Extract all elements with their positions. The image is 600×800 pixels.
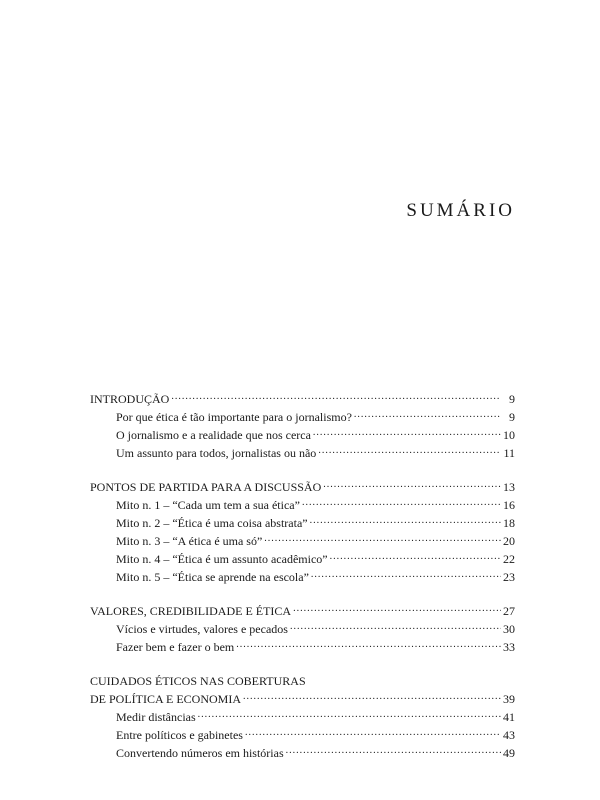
toc-entry[interactable] bbox=[90, 550, 515, 568]
toc-entry[interactable] bbox=[90, 620, 515, 638]
toc-entry-label: Mito n. 4 – “Ética é um assunto acadêmico” bbox=[116, 552, 328, 566]
toc-chapter-entry[interactable] bbox=[90, 690, 515, 708]
dot-leader bbox=[286, 745, 501, 757]
table-of-contents bbox=[90, 390, 515, 778]
toc-entry[interactable] bbox=[90, 496, 515, 514]
toc-entry-label: Convertendo números em histórias bbox=[116, 746, 284, 760]
toc-entry[interactable] bbox=[90, 708, 515, 726]
toc-section-introducao bbox=[90, 390, 515, 462]
toc-page-number: 49 bbox=[503, 746, 515, 760]
dot-leader bbox=[318, 445, 501, 457]
toc-chapter-label: INTRODUÇÃO bbox=[90, 392, 170, 406]
toc-entry-label: Mito n. 5 – “Ética se aprende na escola” bbox=[116, 570, 309, 584]
toc-entry-label: Mito n. 1 – “Cada um tem a sua ética” bbox=[116, 498, 300, 512]
toc-entry[interactable] bbox=[90, 408, 515, 426]
dot-leader bbox=[323, 479, 501, 491]
toc-entry[interactable] bbox=[90, 532, 515, 550]
toc-chapter-label: PONTOS DE PARTIDA PARA A DISCUSSÃO bbox=[90, 480, 322, 494]
toc-page-number: 43 bbox=[503, 728, 515, 742]
toc-entry-label: Entre políticos e gabinetes bbox=[116, 728, 243, 742]
toc-page-number: 9 bbox=[509, 392, 515, 406]
toc-entry-label: Por que ética é tão importante para o jornalismo? bbox=[116, 410, 352, 424]
dot-leader bbox=[236, 639, 501, 651]
toc-entry[interactable] bbox=[90, 444, 515, 462]
toc-page-number: 11 bbox=[503, 446, 515, 460]
toc-page-number: 30 bbox=[503, 622, 515, 636]
page-title: SUMÁRIO bbox=[406, 200, 515, 221]
toc-section-valores bbox=[90, 602, 515, 656]
dot-leader bbox=[245, 727, 501, 739]
toc-entry[interactable] bbox=[90, 514, 515, 532]
toc-entry[interactable] bbox=[90, 726, 515, 744]
toc-chapter-label: VALORES, CREDIBILIDADE E ÉTICA bbox=[90, 604, 292, 618]
dot-leader bbox=[243, 691, 501, 703]
toc-section-cuidados-eticos bbox=[90, 672, 515, 762]
toc-entry-label: Medir distâncias bbox=[116, 710, 196, 724]
dot-leader bbox=[330, 551, 501, 563]
toc-entry-label: Vícios e virtudes, valores e pecados bbox=[116, 622, 288, 636]
toc-entry-label: Fazer bem e fazer o bem bbox=[116, 640, 235, 654]
dot-leader bbox=[293, 603, 501, 615]
toc-entry[interactable] bbox=[90, 638, 515, 656]
toc-entry[interactable] bbox=[90, 568, 515, 586]
toc-chapter-entry[interactable] bbox=[90, 390, 515, 408]
toc-page-number: 39 bbox=[503, 692, 515, 706]
toc-entry[interactable] bbox=[90, 426, 515, 444]
dot-leader bbox=[264, 533, 501, 545]
dot-leader bbox=[354, 409, 501, 421]
dot-leader bbox=[302, 497, 501, 509]
toc-page-number: 27 bbox=[503, 604, 515, 618]
toc-chapter-entry[interactable] bbox=[90, 478, 515, 496]
toc-page-number: 18 bbox=[503, 516, 515, 530]
dot-leader bbox=[310, 515, 501, 527]
toc-chapter-label: DE POLÍTICA E ECONOMIA bbox=[90, 692, 241, 706]
toc-entry-label: O jornalismo e a realidade que nos cerca bbox=[116, 428, 311, 442]
dot-leader bbox=[311, 569, 501, 581]
toc-page-number: 9 bbox=[509, 410, 515, 424]
toc-page-number: 41 bbox=[503, 710, 515, 724]
toc-entry-label: Mito n. 2 – “Ética é uma coisa abstrata” bbox=[116, 516, 308, 530]
toc-page-number: 16 bbox=[503, 498, 515, 512]
dot-leader bbox=[290, 621, 501, 633]
toc-chapter-entry[interactable] bbox=[90, 602, 515, 620]
dot-leader bbox=[198, 709, 501, 721]
toc-section-pontos-de-partida bbox=[90, 478, 515, 586]
toc-entry[interactable] bbox=[90, 744, 515, 762]
toc-page-number: 33 bbox=[503, 640, 515, 654]
toc-page-number: 20 bbox=[503, 534, 515, 548]
toc-entry-label: Um assunto para todos, jornalistas ou não bbox=[116, 446, 317, 460]
toc-page-number: 23 bbox=[503, 570, 515, 584]
dot-leader bbox=[313, 427, 501, 439]
toc-page-number: 13 bbox=[503, 480, 515, 494]
toc-entry-label: Mito n. 3 – “A ética é uma só” bbox=[116, 534, 263, 548]
toc-chapter-label-line: CUIDADOS ÉTICOS NAS COBERTURAS bbox=[90, 674, 306, 688]
toc-page-number: 10 bbox=[503, 428, 515, 442]
toc-page-number: 22 bbox=[503, 552, 515, 566]
dot-leader bbox=[171, 391, 501, 403]
